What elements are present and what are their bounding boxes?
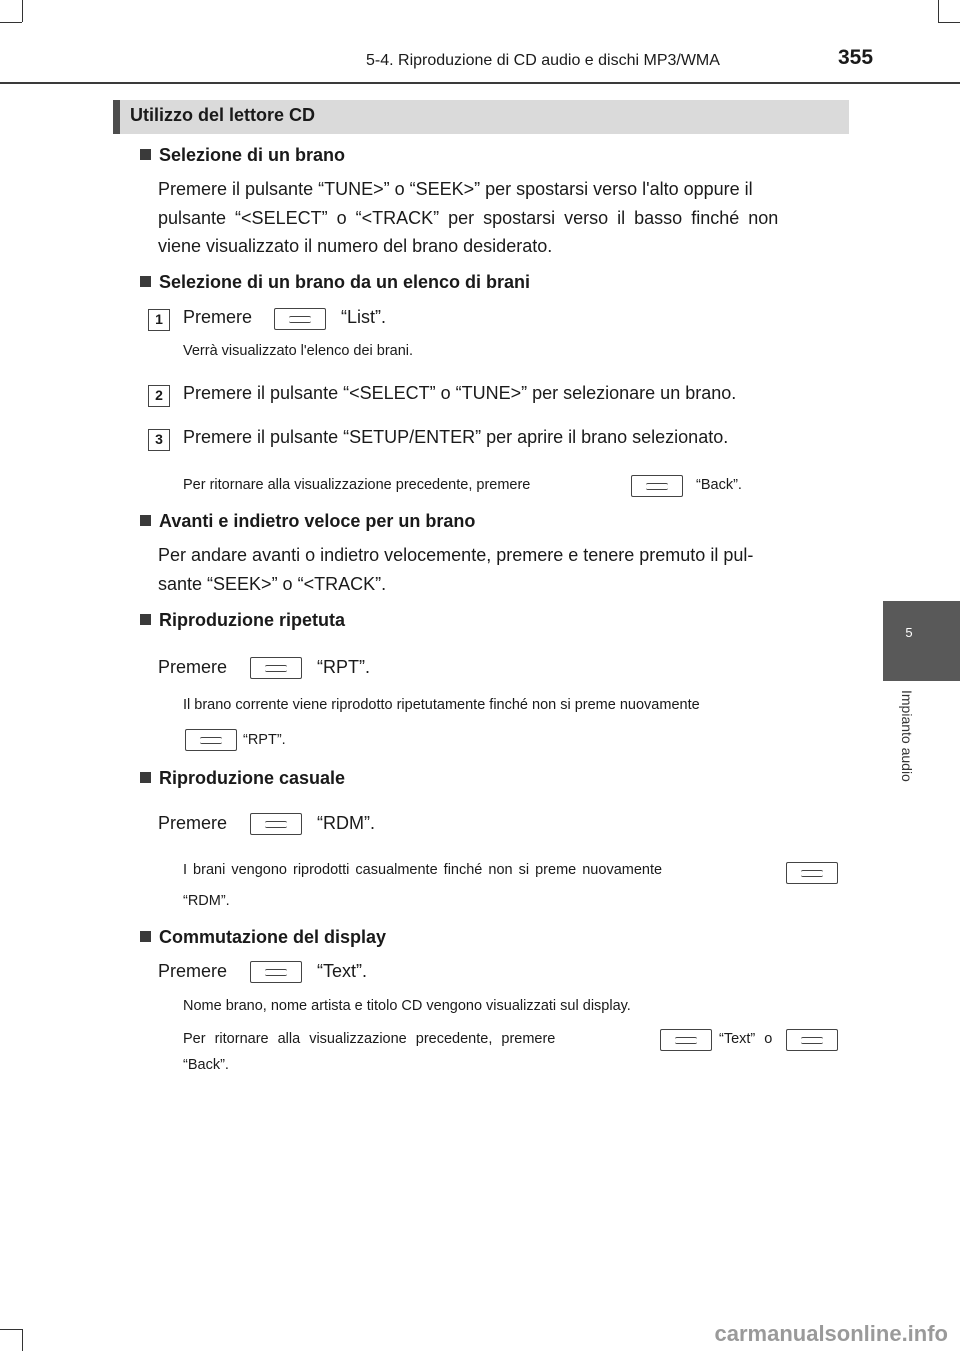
bullet-square-icon	[140, 515, 151, 526]
crop-mark	[0, 22, 22, 23]
step-text-post: “List”.	[341, 307, 386, 327]
crop-mark	[22, 1329, 23, 1351]
screen-button-rpt[interactable]	[250, 657, 302, 679]
bullet-square-icon	[140, 772, 151, 783]
step-number: 3	[148, 429, 170, 451]
paragraph-line: pulsante “<SELECT” o “<TRACK” per spostarsi verso il basso finché non	[158, 208, 779, 228]
heading-display: Commutazione del display	[140, 927, 386, 948]
crop-mark	[22, 0, 23, 22]
note-text: Il brano corrente viene riprodotto ripetutamente finché non si preme nuovamente	[183, 697, 700, 713]
crop-mark	[938, 0, 939, 22]
screen-button-back[interactable]	[786, 1029, 838, 1051]
screen-button-text[interactable]	[660, 1029, 712, 1051]
heading-repeat: Riproduzione ripetuta	[140, 610, 345, 631]
instruction-pre: Premere	[158, 813, 228, 833]
page-number: 355	[838, 46, 874, 69]
instruction-post: “RDM”.	[317, 813, 375, 833]
instruction-post: “Text”.	[317, 961, 368, 981]
bullet-square-icon	[140, 614, 151, 625]
bullet-square-icon	[140, 931, 151, 942]
section-title: Utilizzo del lettore CD	[130, 105, 316, 125]
step-number: 1	[148, 309, 170, 331]
screen-button-text[interactable]	[250, 961, 302, 983]
watermark: carmanualsonline.info	[714, 1321, 948, 1346]
step-note: Per ritornare alla visualizzazione precedente, premere	[183, 477, 531, 493]
step-text: Premere il pulsante “SETUP/ENTER” per aprire il brano selezionato.	[183, 427, 729, 447]
paragraph-line: Premere il pulsante “TUNE>” o “SEEK>” per spostarsi verso l'alto oppure il	[158, 179, 753, 199]
bullet-square-icon	[140, 149, 151, 160]
header-rule	[0, 82, 960, 84]
bullet-square-icon	[140, 276, 151, 287]
screen-button-rdm[interactable]	[786, 862, 838, 884]
crop-mark	[938, 22, 960, 23]
note-text: “RDM”.	[183, 893, 230, 909]
step-text-pre: Premere	[183, 307, 253, 327]
instruction-post: “RPT”.	[317, 657, 370, 677]
step-text: Premere il pulsante “<SELECT” o “TUNE>” per selezionare un brano.	[183, 383, 737, 403]
crop-mark	[0, 1329, 22, 1330]
heading-random: Riproduzione casuale	[140, 768, 345, 789]
paragraph-line: Per andare avanti o indietro velocemente, premere e tenere premuto il pul-	[158, 545, 754, 565]
step-note: Verrà visualizzato l'elenco dei brani.	[183, 343, 414, 359]
note-text: I brani vengono riprodotti casualmente finché non si preme nuovamente	[183, 862, 663, 878]
screen-button-list[interactable]	[274, 308, 326, 330]
instruction-pre: Premere	[158, 961, 228, 981]
chapter-tab	[883, 601, 960, 681]
note-text: Nome brano, nome artista e titolo CD vengono visualizzati sul display.	[183, 998, 631, 1014]
heading-fast-forward: Avanti e indietro veloce per un brano	[140, 511, 475, 532]
note-text: “RPT”.	[243, 732, 286, 748]
chapter-number: 5	[905, 625, 913, 640]
screen-button-back[interactable]	[631, 475, 683, 497]
screen-button-rdm[interactable]	[250, 813, 302, 835]
paragraph-line: sante “SEEK>” o “<TRACK”.	[158, 574, 387, 594]
note-text: Per ritornare alla visualizzazione precedente, premere	[183, 1031, 556, 1047]
chapter-label: Impianto audio	[899, 690, 915, 782]
heading-track-select: Selezione di un brano	[140, 145, 345, 166]
note-text: “Back”.	[183, 1057, 229, 1073]
instruction-pre: Premere	[158, 657, 228, 677]
note-text: “Text” o	[719, 1031, 773, 1047]
step-number: 2	[148, 385, 170, 407]
header-title: 5-4. Riproduzione di CD audio e dischi MP3/WMA	[366, 52, 720, 69]
screen-button-rpt[interactable]	[185, 729, 237, 751]
step-note-post: “Back”.	[696, 477, 742, 493]
paragraph-line: viene visualizzato il numero del brano desiderato.	[158, 236, 553, 256]
heading-track-list: Selezione di un brano da un elenco di brani	[140, 272, 530, 293]
